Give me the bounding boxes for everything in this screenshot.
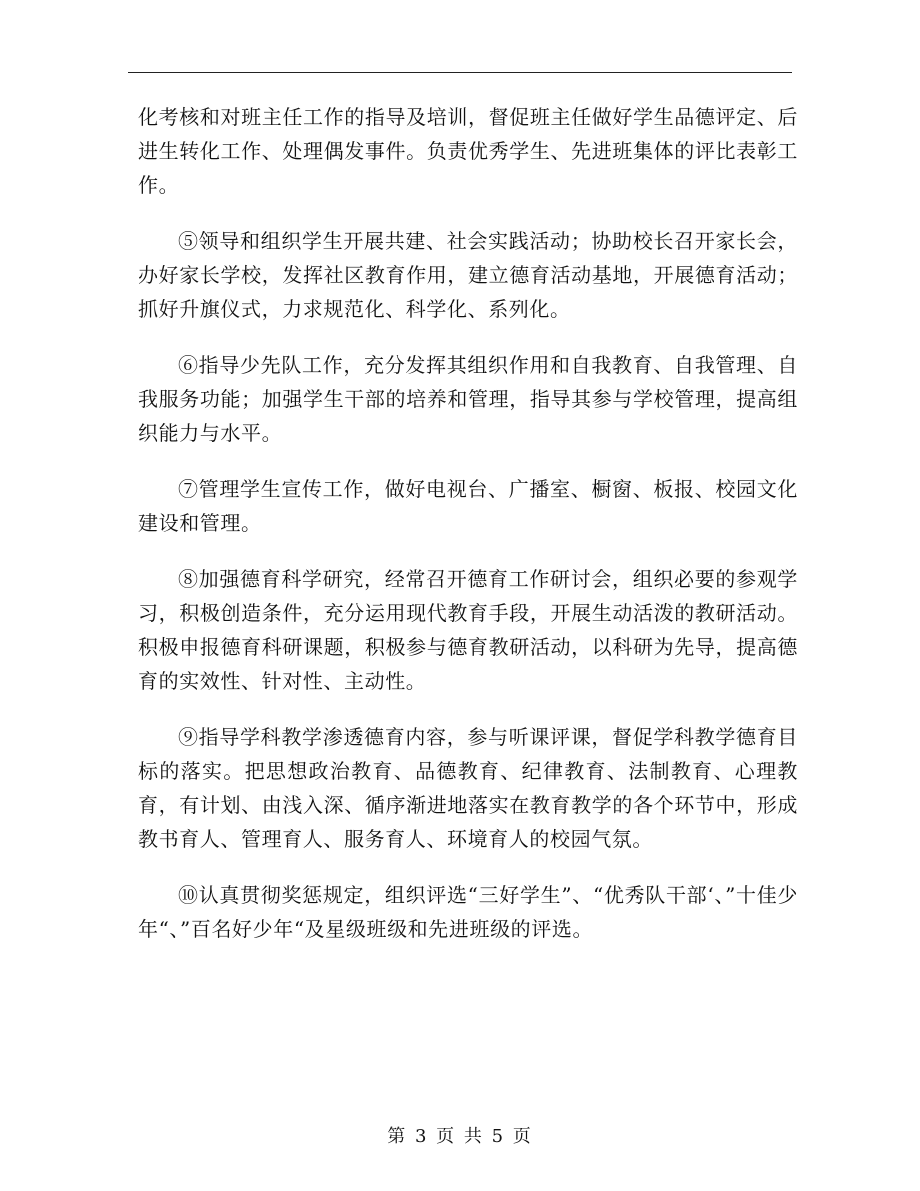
paragraph: 化考核和对班主任工作的指导及培训，督促班主任做好学生品德评定、后进生转化工作、处理偶发事件。负责优秀学生、先进班集体的评比表彰工作。 xyxy=(138,105,798,197)
paragraph: ⑥指导少先队工作，充分发挥其组织作用和自我教育、自我管理、自我服务功能；加强学生干部的培养和管理，指导其参与学校管理，提高组织能力与水平。 xyxy=(138,353,798,445)
document-body xyxy=(138,100,798,968)
paragraph: ⑧加强德育科学研究，经常召开德育工作研讨会，组织必要的参观学习，积极创造条件，充分运用现代教育手段，开展生动活泼的教研活动。积极申报德育科研课题，积极参与德育教研活动，以科研为先导，提高德育的实效性、针对性、主动性。 xyxy=(138,567,798,693)
paragraph: ⑦管理学生宣传工作，做好电视台、广播室、橱窗、板报、校园文化建设和管理。 xyxy=(138,477,798,535)
page-number: 第 3 页 共 5 页 xyxy=(387,1126,533,1147)
header-rule xyxy=(128,72,792,73)
paragraph: ⑩认真贯彻奖惩规定，组织评选“三好学生”、“优秀队干部‘、”十佳少年“、”百名好少年“及星级班级和先进班级的评选。 xyxy=(138,883,798,941)
paragraph: ⑤领导和组织学生开展共建、社会实践活动；协助校长召开家长会，办好家长学校，发挥社区教育作用，建立德育活动基地，开展德育活动；抓好升旗仪式，力求规范化、科学化、系列化。 xyxy=(138,229,798,321)
paragraph: ⑨指导学科教学渗透德育内容，参与听课评课，督促学科教学德育目标的落实。把思想政治教育、品德教育、纪律教育、法制教育、心理教育，有计划、由浅入深、循序渐进地落实在教育教学的各个环节中，形成教书育人、管理育人、服务育人、环境育人的校园气氛。 xyxy=(138,725,798,851)
